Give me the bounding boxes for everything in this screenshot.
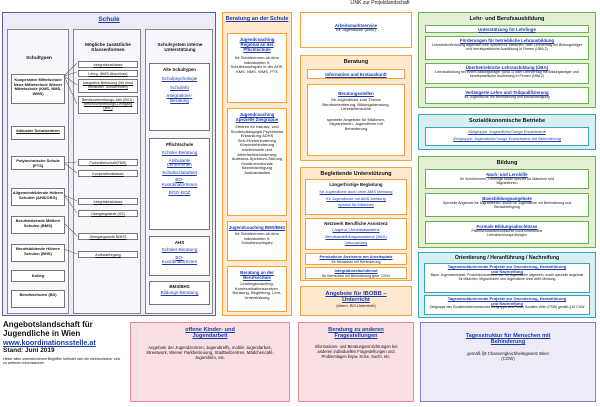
sozial-title: Sozialökonomische Betriebe [468, 118, 546, 124]
brand-block [3, 320, 123, 404]
link-schulpsychologie[interactable]: Schulpsychologie [161, 76, 198, 81]
unterstuetzung-column [145, 29, 213, 314]
pflichtschule-box [149, 138, 210, 230]
schultypen-header: Schultypen [26, 56, 52, 61]
nachhilfe-text: für SchülerInnen, Lehrlinge sowie speziell für Mädchen und MigrantInnen [459, 177, 555, 186]
beratung-schule-title[interactable]: Beratung an der Schule [225, 16, 289, 22]
jc-spezielle-box [227, 108, 287, 216]
bms-header: BMS/BHS [169, 284, 190, 289]
link-integrationsberatung[interactable]: Integrations-Beratung [166, 93, 193, 103]
jc-bms-text: für SchülerInnen ab dem individuellen 9. Schulbesuchsjahr [235, 231, 279, 246]
lehr-title: Lehr- und Berufsausbildung [469, 16, 545, 22]
beratung-panel [300, 55, 412, 161]
bildung-panel [418, 156, 596, 248]
lehr-panel [418, 12, 596, 108]
beratung-title: Beratung [343, 59, 369, 65]
jc-bms-title[interactable]: Jugendcoaching BMS/BHS [228, 225, 286, 230]
brand-url[interactable]: www.koordinationsstelle.at [3, 338, 96, 347]
schultyp-ahs[interactable]: Allgemeinbildende Höhere Schulen (AHS/ORG) [11, 188, 65, 206]
orientierung-title: Orientierung / Heranführung / Nachreifung [454, 255, 560, 261]
beratung-andere-text: Informations- und Beratungseinrichtungen bei anderen individuellen Fragestellungen und Problemlagen bspw. Krise, Sucht, etc. [314, 344, 398, 359]
basisbildung-title[interactable]: Basisbildungsangebote [482, 196, 532, 201]
tages-projekte-title-2[interactable]: Tagesstrukturierende Projekte zur Orientierung, Heranführung und Nachreifung [447, 296, 567, 306]
sozial-panel [418, 114, 596, 150]
beratung-andere-title[interactable]: Beratung zu anderen Fragestellungen [328, 327, 384, 339]
link-ambulante-lehrer[interactable]: Ambulante LehrerInnen [167, 157, 192, 168]
link-schueler-beratung[interactable]: Schüler-Beratung [161, 150, 198, 155]
link-schulinfo[interactable]: Schulinfo [170, 84, 189, 90]
lehrlinge-unterstuetzung[interactable]: Unterstützung für Lehrlinge [425, 25, 589, 33]
link-bas[interactable]: Berufsausbildungsassistenz (BAS) [325, 233, 387, 239]
klasse-aufbaulehrgang[interactable]: Aufbaulehrgang [78, 251, 138, 258]
schultyp-kms[interactable]: Kooperative Mittelschule Neue Mittelschule Wiener Mittelschule (KMS, NMS, WMS) [11, 74, 65, 104]
tagesstruktur-text: gemäß §9 Chancengleichheitsgesetz Wien (CGW) [467, 351, 549, 361]
schultyp-kolleg[interactable]: Kolleg [11, 270, 65, 282]
foerderungen-box [425, 36, 589, 60]
klasse-uebergangsstufe[interactable]: Übergangsstufe (ÜS) [78, 210, 138, 217]
tagesstruktur-title[interactable]: Tagesstruktur für Menschen mit Behinderung [465, 333, 551, 345]
ams-sub: für Jugendliche (AMS) [336, 27, 376, 32]
orientierung-panel [418, 252, 596, 318]
foerderungen-title[interactable]: Förderungen für betriebliche Lehrausbildung [459, 38, 555, 43]
sozial-box [425, 127, 589, 146]
brand-date: Stand: Juni 2019 [3, 347, 55, 354]
beratungsstellen-text: für Jugendliche zum Thema Berufsorientierung, Bildungsberatung, Lehrstellensuche [322, 97, 390, 112]
unterstuetzung-header: Schulsystem interne Unterstützung [157, 42, 203, 52]
klasse-kooperation[interactable]: Kooperationsklasse [78, 170, 138, 177]
brand-title: Angebotslandschaft für Jugendliche in Wien [3, 320, 93, 338]
beratungsstellen-title[interactable]: Beratungsstellen [338, 91, 374, 96]
integrationsfachdienst-title[interactable]: Integrationsfachdienst [334, 268, 378, 273]
berufsschule-beratung-box [227, 266, 287, 312]
verlaengerte-lehre-text: für Jugendliche mit Behinderung und Benachteiligung [464, 95, 550, 99]
jc-regional-title[interactable]: Jugendcoaching Regional an der Pflichtschule [239, 37, 275, 52]
schultyp-inklusiv[interactable]: Inklusive Schulzentren [11, 126, 65, 140]
tages-projekte-text-1: Bspw. Jugendwerkstatt, Produktionsschulen, etc. für Jugendliche allgemein, sowie spezielle Angebote für Mädchen, MigrantInnen und Jugendliche ohne AMS Meldung [430, 273, 584, 281]
ahs-header: AHS [174, 240, 185, 245]
uba-text: Lehrausbildung bei einem Bildungsträger (ÜBA 1) oder Lehrvertrag mit Bildungsträger und berufspraktische Ausbildung in Firmen (ÜBA 2) [435, 70, 579, 79]
sozial-line2[interactable]: Zielgruppe: Jugendliche/Junge Erwachsene mit Behinderung [453, 135, 561, 141]
persoenliche-assistenz-box [305, 253, 407, 265]
formale-bildung-title[interactable]: Formale Bildungsabschlüsse [476, 224, 538, 229]
schultyp-pts[interactable]: Polytechnische Schule (PTS) [11, 156, 65, 170]
ibobb-box [300, 286, 412, 316]
beratungsstellen-box [307, 84, 405, 156]
verlaengerte-lehre-box [425, 87, 589, 104]
ams-box [300, 12, 412, 48]
schultyp-bms[interactable]: Berufsbildende Mittlere Schulen (BMS) [11, 216, 65, 234]
tages-projekte-title-1[interactable]: Tagesstrukturierende Projekte zur Orientierung, Heranführung und Nachreifung [447, 264, 567, 274]
formale-bildung-box [425, 221, 589, 244]
link-ahs-schueler-beratung[interactable]: Schüler-Beratung [161, 247, 198, 252]
link-boz[interactable]: BOZ/-BOZ [168, 189, 191, 195]
link-ahs-bo-koordinatoren[interactable]: BO-KoordinatorInnen [161, 254, 198, 265]
klasse-integration-ahs[interactable]: Integrationsklasse [78, 198, 138, 205]
nachhilfe-box [425, 169, 589, 189]
berufsschule-beratung-text: Lehrlingscoaching, Kommunikationszentren, Beratung, Begleitung, Lern-Unterstützung [232, 281, 282, 300]
schule-panel [2, 12, 216, 316]
uba-title[interactable]: Überbetriebliche Lehrausbildung (ÜBA) [465, 65, 549, 70]
tagesstruktur-panel [420, 322, 596, 402]
klasse-integrative-betreuung[interactable]: Integrative Betreuung (biz ernst benachtei. Schülerinnen) [78, 79, 138, 93]
ibobb-sub: (ehem. BO-Unterricht) [336, 303, 376, 308]
offene-jugendarbeit-panel [130, 322, 290, 402]
klasse-bvj-bvl[interactable]: Berufsvorbereitungs-Jahr (BVJ) / Berufsvorbereitungs-Lehrgang (BVL) [78, 96, 138, 114]
netzwerk-title: Netzwerk Berufliche Assistenz [324, 221, 388, 226]
link-bildungsberatung[interactable]: Bildungs-Beratung [160, 290, 199, 295]
nachhilfe-title[interactable]: Nach- und Lernhilfe [486, 172, 528, 177]
beratung-schule-panel [222, 12, 292, 316]
persoenliche-assistenz-sub: für Menschen mit Behinderung [331, 259, 381, 264]
uba-box [425, 63, 589, 84]
verlaengerte-lehre-title[interactable]: Verlängerte Lehre und Teilqualifizierung [465, 90, 549, 95]
link-maedchen[interactable]: spezial für Mädchen [338, 202, 374, 208]
ahs-box [149, 236, 210, 276]
berufsschule-beratung-title[interactable]: Beratung an der Berufsschule [240, 270, 274, 280]
alle-schultypen-header: Alle Schultypen [163, 67, 196, 72]
link-bo-koordinatoren[interactable]: BO-KoordinatorInnen [161, 177, 198, 187]
jc-regional-box [227, 33, 287, 103]
beratung-andere-panel [298, 322, 414, 402]
bildung-title: Bildung [496, 160, 518, 166]
brand-note: Hinter allen unterstrichenen Begriffen befindet sich ein elektronischer Link zu weiteren Informationen [3, 357, 121, 366]
alle-schultypen-box [149, 63, 210, 131]
tages-projekte-box-2 [424, 295, 590, 315]
link-label[interactable]: LINK zur Projektlandschaft [350, 0, 410, 6]
offene-text: Angebote der Jugendzentren, Jugendtreffs, mobile Jugendarbeit, Streetwork, Wiener Parkbetreuung, Stadtteilzentren, Mädchencafé, Jugendinfo, etc. [146, 345, 274, 360]
schultyp-bhs[interactable]: Berufsbildende Höhere Schulen (BHS) [11, 244, 65, 262]
bms-box [149, 281, 210, 305]
ams-title[interactable]: Arbeitsmarktservice [334, 23, 378, 28]
foerderungen-text: Lehrstellenförderung allgemein bzw. speziell für Mädchen, oder Lehrvertrag mit Bildungsträger und berufspraktische Ausbildung in Firmen (ÜBA 2) [431, 43, 583, 52]
link-arbeitsassistenz[interactable]: (Jugend-) Arbeitsassistenz [332, 227, 380, 232]
pflichtschule-header: Pflichtschule [165, 142, 194, 147]
tages-projekte-box-1 [424, 263, 590, 293]
ibobb-title[interactable]: Angebote für IBOBB – Unterricht [325, 291, 387, 303]
integrationsfachdienst-sub: für Menschen mit Behinderung gem. CGW [322, 273, 390, 278]
link-ohne-ams[interactable]: für Jugendliche auch ohne AMS Meldung [319, 189, 393, 194]
schultyp-bs[interactable]: Berufsschulen (BS) [11, 290, 65, 308]
tages-projekte-text-2: Zielgruppe des Sozialministeriumservice Zielgruppe des Fonds Soziales Wien (FSW) gemäß §10 CGW [429, 305, 585, 309]
sozial-line1[interactable]: Zielgruppe: Jugendliche/Junge Erwachsene [468, 129, 546, 134]
jc-spezielle-title[interactable]: Jugendcoaching Spezielle Zielgruppe [235, 112, 279, 122]
info-erstauskunft[interactable]: Information und Erstauskunft [307, 69, 405, 79]
jc-bms-box [227, 221, 287, 261]
klasse-uebergangsstufe-bmhs[interactable]: Übergangsstufe BMHS [78, 233, 138, 240]
jc-spezielle-text: Zentren für Inklusiv- und Sonderpädagogik Psychische Erkrankung ADHS Seh-/Hörbehinderung Körperbehinderung Intellektuelle und Mehrfachbehinderung Autismus-Spektrum-Störung Sozial-emotionale Beeinträchtigung Justizanstalten [230, 124, 284, 175]
basisbildung-box [425, 193, 589, 217]
klassenformen-header: Mögliche zusätzliche Klassenformen [85, 42, 131, 52]
klasse-fms[interactable]: Fachmittelschule(FMS) [78, 159, 138, 166]
netzwerk-box [305, 218, 407, 250]
klasse-integration[interactable]: Integrationsklasse [78, 61, 138, 68]
begleitende-title: Begleitende Unterstützung [320, 171, 392, 177]
basisbildung-text: Spezielle Angebote für Migrantinnen, sowie für Jugendliche mit Behinderung und Benachteiligung [442, 201, 572, 210]
formale-bildung-text: Pflichtschulabschlusskurse Außerordentliche Lehrabschlussprüfungen [471, 229, 543, 238]
klasse-lehrgang-nms[interactable]: Lehrg. (NMS-Abschluss) [78, 70, 138, 77]
link-jobcoaching[interactable]: Jobcoaching [344, 240, 368, 246]
laengerfristig-box [305, 179, 407, 215]
link-schulsozialarbeit[interactable]: Schulsozialarbeit [162, 169, 197, 175]
link-mit-ams[interactable]: für Jugendliche mit AMS Meldung [326, 195, 386, 201]
persoenliche-assistenz-title[interactable]: Persönliche Assistenz am Arbeitsplatz [319, 254, 393, 259]
offene-title[interactable]: offene Kinder- und Jugendarbeit [185, 327, 235, 339]
laengerfristig-title: Längerfristige Begleitung [329, 182, 383, 187]
schule-title[interactable]: Schule [98, 16, 120, 23]
jc-regional-text: für SchülerInnen ab dem individuellen 9. Schulbesuchsjahr in der AHS, KMS, NMS, WMS, PTS [230, 55, 284, 74]
begleitende-panel [300, 167, 412, 281]
integrationsfachdienst-box [305, 267, 407, 279]
beratungsstellen-spezielle: spezielle Angebote für Mädchen, MigrantInnen, Jugendliche mit Behinderung [326, 116, 386, 131]
